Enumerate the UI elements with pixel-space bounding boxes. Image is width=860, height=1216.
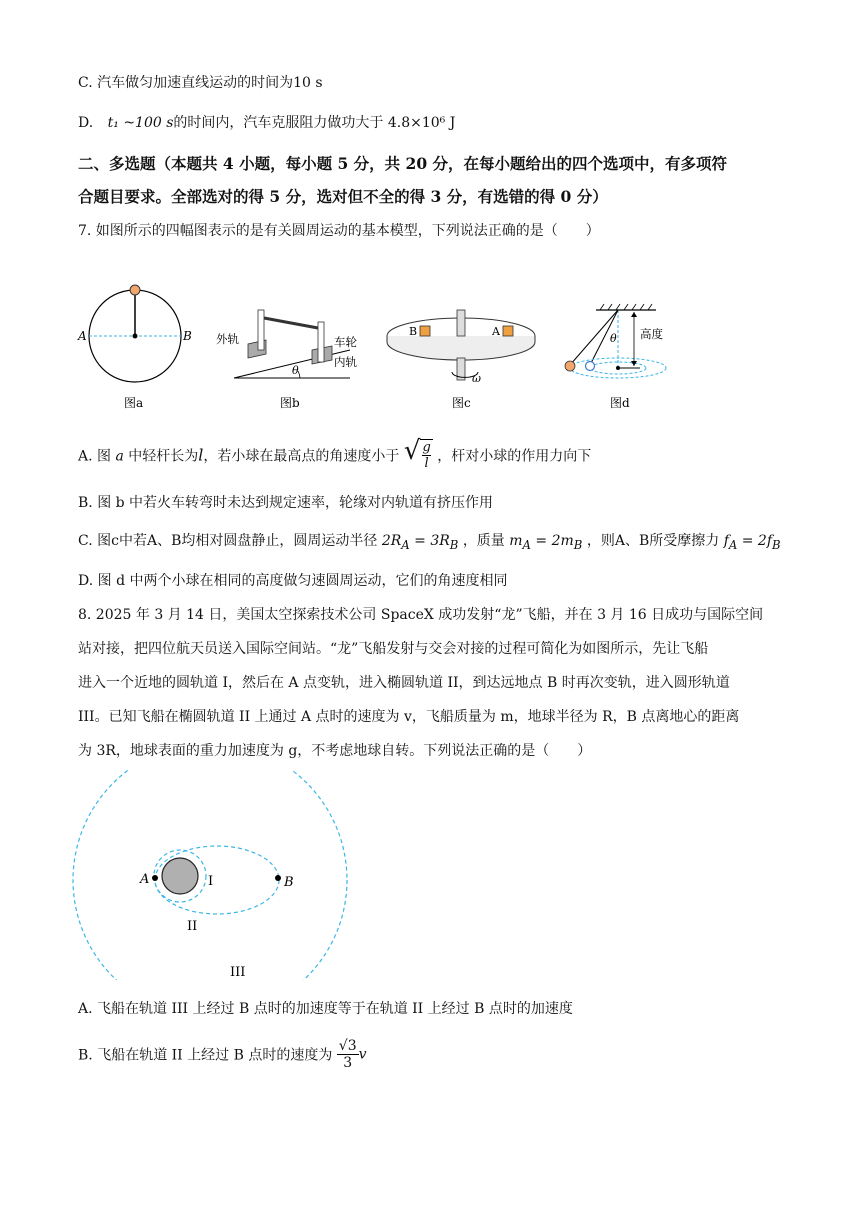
q7-option-a-text2: ，若小球在最高点的角速度小于	[203, 448, 400, 465]
q8-orbit-figure	[70, 770, 390, 980]
fig-b-inner-rail: 内轨	[334, 355, 357, 369]
fig-a-label-b: B	[183, 329, 192, 343]
q7-option-a-prefix: A. 图	[78, 448, 112, 465]
fig-d-caption: 图d	[610, 396, 630, 410]
q8-option-b-text: B. 飞船在轨道 II 上经过 B 点时的速度为	[78, 1047, 333, 1064]
q8-option-a: A. 飞船在轨道 III 上经过 B 点时的加速度等于在轨道 II 上经过 B 点时的加速度	[78, 1001, 573, 1017]
q8-option-b-v: v	[358, 1046, 367, 1063]
fig-b-outer-rail: 外轨	[216, 332, 239, 346]
q7-option-c-text1: C. 图c中若A、B均相对圆盘静止，圆周运动半径	[78, 533, 378, 549]
q8-stem-line2: 站对接，把四位航天员送入国际空间站。“龙”飞船发射与交会对接的过程可简化为如图所示，先让飞船	[78, 641, 709, 657]
q7-option-a-text1: 中轻杆长为	[128, 448, 199, 465]
fig-a-caption: 图a	[124, 396, 144, 410]
q8-stem-line1: 8. 2025 年 3 月 14 日，美国太空探索技术公司 SpaceX 成功发射“龙”飞船，并在 3 月 16 日成功与国际空间	[78, 607, 764, 623]
q7-option-c-text2: ，质量	[462, 533, 505, 549]
q7-option-c-text3: ，则A、B所受摩擦力	[586, 533, 720, 549]
q7-option-a-l-den: l	[424, 456, 429, 471]
label-i: I	[208, 874, 214, 889]
fig-d-theta: θ	[610, 332, 617, 345]
point-b	[275, 875, 281, 881]
q6-option-d-value: 4.8×10⁶ J	[387, 115, 456, 131]
fig-c-label-b: B	[409, 325, 418, 338]
section-heading-line1: 二、多选题（本题共 4 小题，每小题 5 分，共 20 分，在每小题给出的四个选项中，有多项符	[78, 154, 728, 173]
fig-c-label-a: A	[492, 325, 500, 338]
q7-option-c-eq3: $f_A = 2f_B$	[723, 533, 781, 552]
q8-option-b-fraction	[337, 1038, 359, 1071]
q8-option-b-den: 3	[343, 1055, 353, 1071]
label-a: A	[140, 872, 150, 887]
figure-d	[565, 304, 666, 410]
q7-option-c	[78, 530, 781, 552]
q7-option-a-text3: ，杆对小球的作用力向下	[437, 448, 592, 465]
earth	[162, 858, 198, 894]
q8-option-b-num: √3	[338, 1038, 357, 1054]
figure-c	[387, 310, 535, 410]
q7-figures	[0, 270, 860, 430]
figure-a	[77, 285, 192, 410]
q7-option-a	[78, 436, 592, 473]
q7-option-c-eq1: $2R_A = 3R_B$	[381, 533, 459, 552]
fig-d-height: 高度	[640, 327, 663, 341]
label-ii: II	[187, 919, 198, 934]
q8-option-b	[78, 1038, 367, 1071]
q7-option-a-sqrt: √ $\frac{g}{l}$	[403, 436, 431, 471]
fig-b-theta: θ	[292, 364, 299, 377]
q6-option-d-prefix: D.	[78, 115, 94, 131]
figure-b	[216, 310, 357, 410]
fig-c-omega: ω	[472, 372, 481, 385]
point-a	[152, 875, 158, 881]
q8-stem-line5: 为 3R，地球表面的重力加速度为 g，不考虑地球自转。下列说法正确的是（ ）	[78, 743, 592, 759]
q6-option-d-text: 的时间内，汽车克服阻力做功大于	[173, 115, 384, 131]
q6-option-d	[78, 112, 455, 132]
q7-option-a-l: l	[198, 445, 204, 465]
q8-stem-line3: 进入一个近地的圆轨道 I，然后在 A 点变轨，进入椭圆轨道 II，到达远地点 B 时再次变轨，进入圆形轨道	[78, 675, 730, 691]
q6-option-d-interval: t₁ ~100 s	[107, 115, 174, 131]
q7-option-a-figure: a	[115, 448, 124, 465]
label-b: B	[284, 875, 294, 890]
fig-b-wheel: 车轮	[334, 335, 357, 349]
fig-a-label-a: A	[78, 329, 87, 343]
q7-option-d: D. 图 d 中两个小球在相同的高度做匀速圆周运动，它们的角速度相同	[78, 573, 508, 589]
q7-option-c-eq2: $m_A = 2m_B$	[509, 533, 583, 552]
fig-c-caption: 图c	[452, 396, 471, 410]
q7-option-b: B. 图 b 中若火车转弯时未达到规定速率，轮缘对内轨道有挤压作用	[78, 495, 494, 511]
fig-b-caption: 图b	[280, 396, 300, 410]
q7-option-a-g: g	[422, 440, 431, 455]
q6-option-c: C. 汽车做匀加速直线运动的时间为10 s	[78, 75, 323, 91]
q7-stem: 7. 如图所示的四幅图表示的是有关圆周运动的基本模型，下列说法正确的是（ ）	[78, 223, 600, 239]
section-heading-line2: 合题目要求。全部选对的得 5 分，选对但不全的得 3 分，有选错的得 0 分）	[78, 187, 608, 206]
q8-stem-line4: III。已知飞船在椭圆轨道 II 上通过 A 点时的速度为 v，飞船质量为 m，地球半径为 R，B 点离地心的距离	[78, 709, 740, 725]
label-iii: III	[230, 965, 246, 980]
